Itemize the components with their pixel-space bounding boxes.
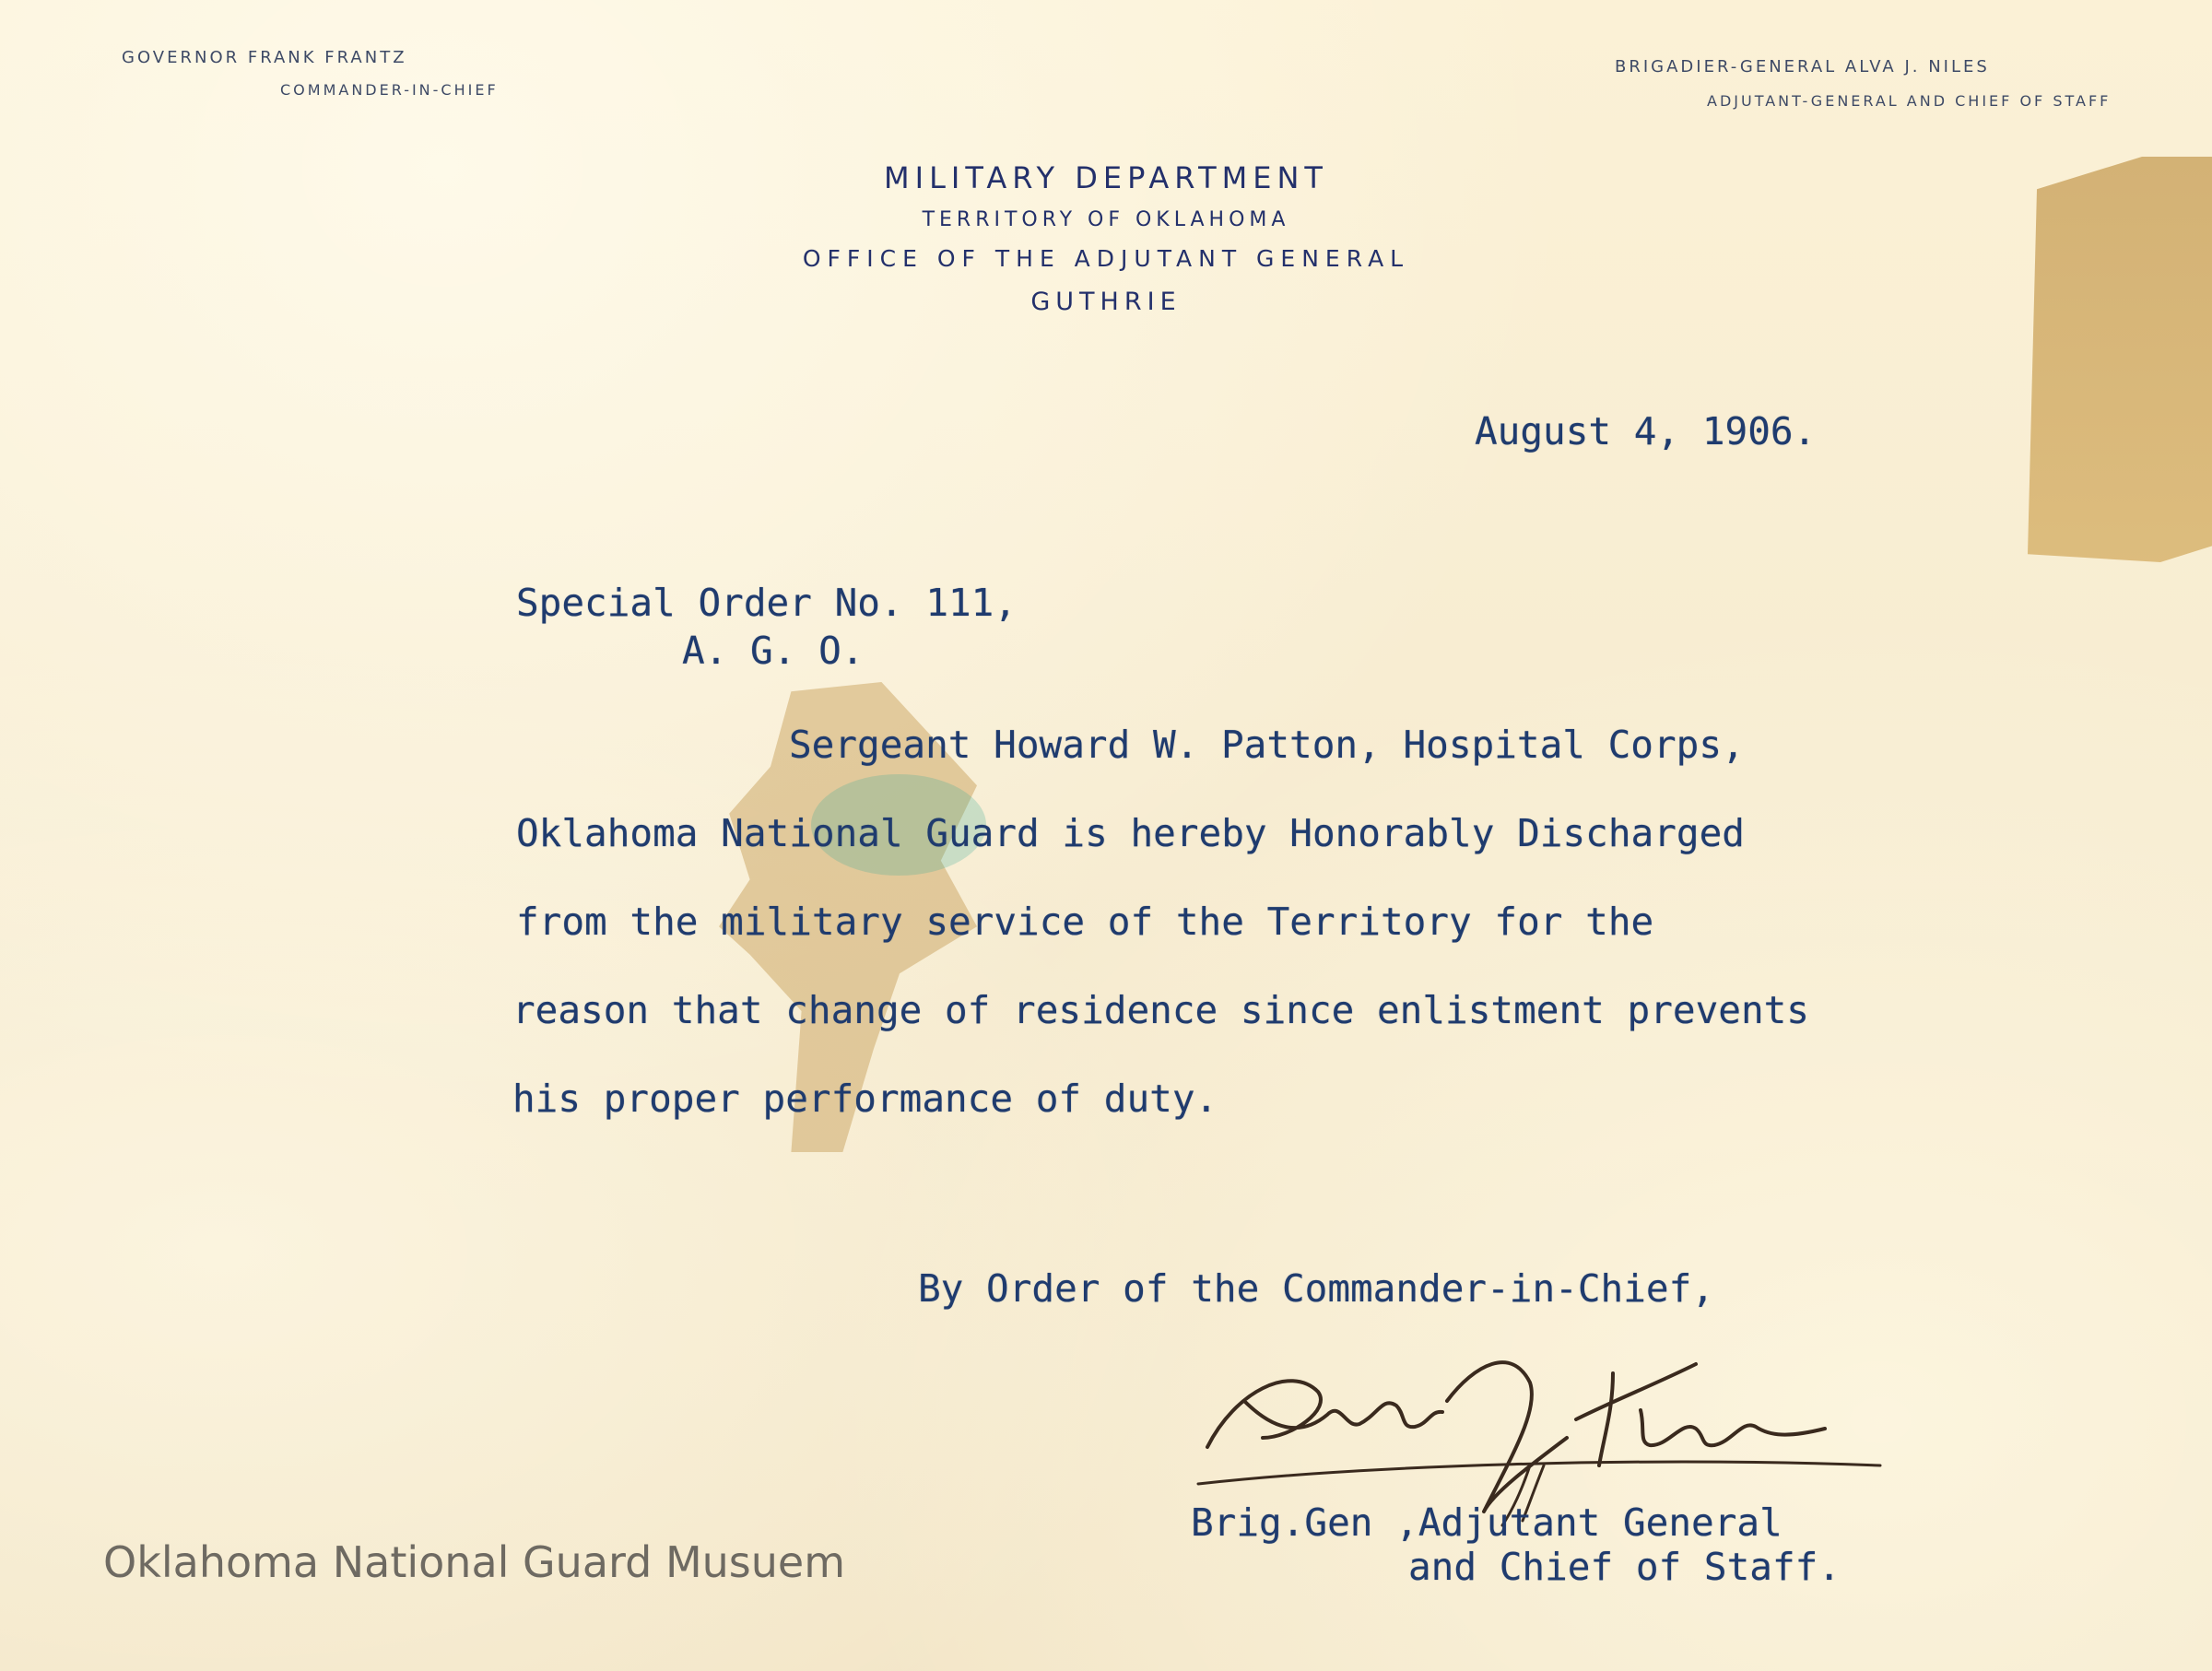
department-heading: MILITARY DEPARTMENT bbox=[884, 160, 1328, 195]
territory-heading: TERRITORY OF OKLAHOMA bbox=[922, 208, 1290, 231]
body-line: reason that change of residence since enlistment prevents bbox=[512, 988, 1809, 1032]
order-office: A. G. O. bbox=[682, 629, 865, 673]
closing-line: By Order of the Commander-in-Chief, bbox=[918, 1266, 1714, 1311]
governor-title: COMMANDER-IN-CHIEF bbox=[280, 81, 499, 99]
city-heading: GUTHRIE bbox=[1030, 288, 1182, 316]
body-line: his proper performance of duty. bbox=[512, 1077, 1218, 1121]
body-line: Oklahoma National Guard is hereby Honorably Discharged bbox=[516, 811, 1745, 855]
order-number: Special Order No. 111, bbox=[516, 581, 1018, 625]
tape-strip-right bbox=[2028, 157, 2212, 562]
body-line: Sergeant Howard W. Patton, Hospital Corps, bbox=[789, 723, 1745, 767]
adjutant-title: ADJUTANT-GENERAL AND CHIEF OF STAFF bbox=[1707, 92, 2112, 110]
body-line: from the military service of the Territory for the bbox=[516, 900, 1654, 944]
governor-name: GOVERNOR FRANK FRANTZ bbox=[122, 48, 407, 67]
signer-title-line2: and Chief of Staff. bbox=[1408, 1545, 1841, 1589]
letter-date: August 4, 1906. bbox=[1475, 409, 1817, 453]
adjutant-name: BRIGADIER-GENERAL ALVA J. NILES bbox=[1615, 57, 1990, 76]
signer-title-line1: Brig.Gen ,Adjutant General bbox=[1191, 1500, 1783, 1545]
museum-watermark: Oklahoma National Guard Musuem bbox=[103, 1537, 846, 1587]
office-heading: OFFICE OF THE ADJUTANT GENERAL bbox=[802, 245, 1410, 272]
